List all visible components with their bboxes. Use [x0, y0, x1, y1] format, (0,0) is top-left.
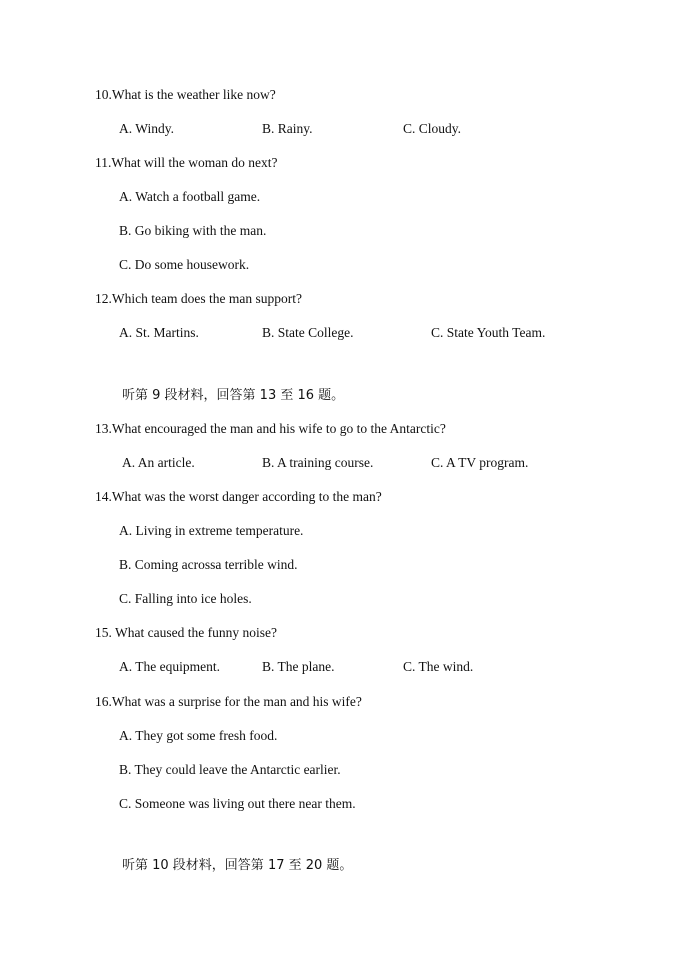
- question-14-option-b: B. Coming acrossa terrible wind.: [119, 557, 298, 572]
- question-14-option-c: C. Falling into ice holes.: [119, 591, 252, 606]
- question-14: 14.What was the worst danger according to the man?: [95, 489, 382, 504]
- question-10: 10.What is the weather like now?: [95, 87, 276, 102]
- question-11-option-c: C. Do some housework.: [119, 257, 250, 272]
- question-10-option-c: C. Cloudy.: [403, 121, 462, 136]
- question-13-option-a: A. An article.: [122, 455, 195, 470]
- question-15-option-a: A. The equipment.: [119, 659, 220, 674]
- question-12-option-a: A. St. Martins.: [119, 325, 199, 340]
- question-12: 12.Which team does the man support?: [95, 291, 302, 306]
- question-16-option-a: A. They got some fresh food.: [119, 728, 278, 743]
- question-15-option-b: B. The plane.: [262, 659, 335, 674]
- question-11-option-a: A. Watch a football game.: [119, 189, 261, 204]
- question-13-option-c: C. A TV program.: [431, 455, 529, 470]
- question-11-option-b: B. Go biking with the man.: [119, 223, 267, 238]
- question-10-option-a: A. Windy.: [119, 121, 174, 136]
- question-14-option-a: A. Living in extreme temperature.: [119, 523, 304, 538]
- question-12-option-b: B. State College.: [262, 325, 354, 340]
- question-12-option-c: C. State Youth Team.: [431, 325, 546, 340]
- section-9-instruction: 听第 9 段材料，回答第 13 至 16 题。: [122, 388, 345, 403]
- question-15-option-c: C. The wind.: [403, 659, 474, 674]
- question-13-option-b: B. A training course.: [262, 455, 374, 470]
- question-16-option-c: C. Someone was living out there near them.: [119, 796, 356, 811]
- question-15: 15. What caused the funny noise?: [95, 625, 277, 640]
- question-16-option-b: B. They could leave the Antarctic earlier.: [119, 762, 341, 777]
- question-11: 11.What will the woman do next?: [95, 155, 278, 170]
- question-13: 13.What encouraged the man and his wife to go to the Antarctic?: [95, 421, 446, 436]
- question-16: 16.What was a surprise for the man and his wife?: [95, 694, 362, 709]
- section-10-instruction: 听第 10 段材料，回答第 17 至 20 题。: [122, 858, 353, 873]
- question-10-option-b: B. Rainy.: [262, 121, 313, 136]
